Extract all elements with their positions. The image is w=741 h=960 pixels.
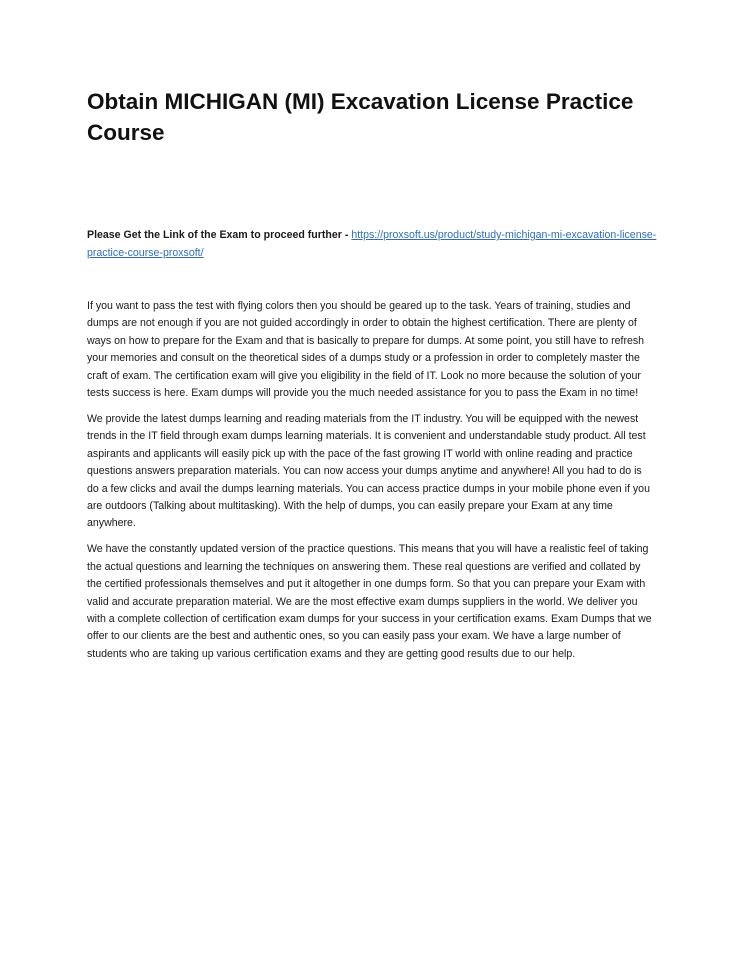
body-text xyxy=(87,298,655,672)
exam-link-paragraph xyxy=(87,227,657,262)
body-paragraph-2: We provide the latest dumps learning and reading materials from the IT industry. You will be equipped with the newest trends in the IT field through exam dumps learning materials. It is convenient and understandable study product. All test aspirants and applicants will easily pick up with the pace of the fast growing IT world with online reading and practice questions answers preparation materials. You can now access your dumps anytime and anywhere! All you had to do is do a few clicks and avail the dumps learning materials. You can access practice dumps in your mobile phone even if you are outdoors (Talking about multitasking). With the help of dumps, you can easily prepare your Exam at any time anywhere. xyxy=(87,412,650,530)
exam-link-label: Please Get the Link of the Exam to proceed further - xyxy=(87,229,352,241)
body-paragraph-3: We have the constantly updated version of the practice questions. This means that you will have a realistic feel of taking the actual questions and learning the techniques on answering them. These real questions are verified and collated by the certified professionals themselves and put it altogether in one dumps form. So that you can prepare your Exam with valid and accurate preparation material. We are the most effective exam dumps suppliers in the world. We deliver you with a complete collection of certification exam dumps for your success in your certification exams. Exam Dumps that we offer to our clients are the best and authentic ones, so you can easily pass your exam. We have a large number of students who are taking up various certification exams and they are getting good results due to our help. xyxy=(87,543,652,660)
page-title: Obtain MICHIGAN (MI) Excavation License Practice Course xyxy=(87,89,634,145)
exam-link[interactable]: https://proxsoft.us/product/study-michigan-mi-excavation-license-practice-course-proxsoft/ xyxy=(87,229,657,259)
body-paragraph-1: If you want to pass the test with flying colors then you should be geared up to the task. Years of training, studies and dumps are not enough if you are not guided accordingly in order to obtain the highest certification. There are plenty of ways on how to prepare for the Exam and that is basically to prepare for dumps. At some point, you still have to refresh your memories and consult on the theoretical sides of a dumps study or a profession in order to completely master the craft of exam. The certification exam will give you eligibility in the field of IT. Look no more because the solution of your tests success is here. Exam dumps will provide you the much needed assistance for you to pass the Exam in no time! xyxy=(87,300,645,400)
